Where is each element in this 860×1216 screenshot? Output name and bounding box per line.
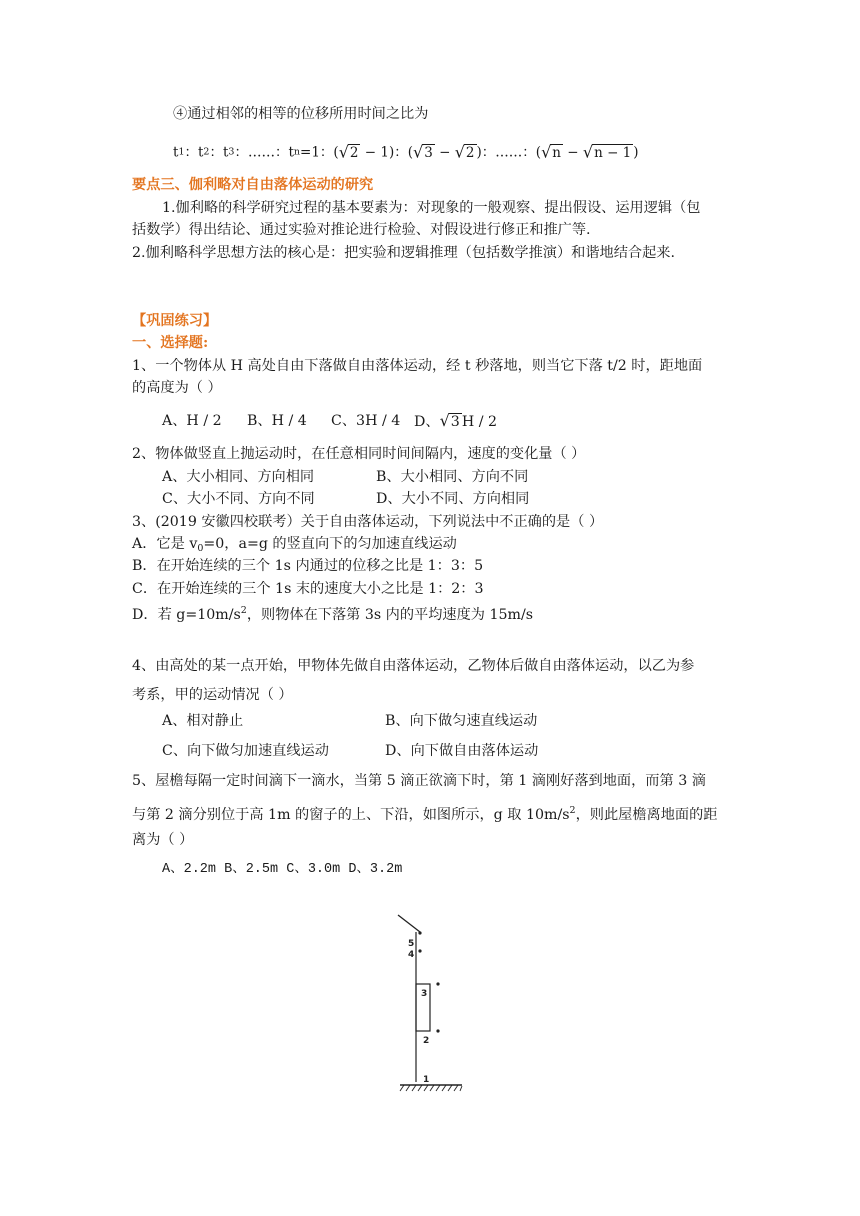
q5-stem-line1: 5、屋檐每隔一定时间滴下一滴水，当第 5 滴正欲滴下时，第 1 滴刚好落到地面，而第 3 滴 <box>132 773 706 789</box>
section3-p1-line1: 1.伽利略的科学研究过程的基本要素为：对现象的一般观察、提出假设、运用逻辑（包 <box>162 200 701 216</box>
formula-part: ) <box>633 144 639 161</box>
q1-stem-line2: 的高度为（ ） <box>132 380 222 396</box>
ground-hatch <box>400 1085 462 1091</box>
q1-option-a: A、H / 2 <box>162 413 222 429</box>
radicand: 3 <box>424 145 433 161</box>
practice-heading: 【巩固练习】 <box>132 313 218 329</box>
option-d-prefix: D．若 g=10m/s <box>132 607 241 623</box>
formula-subscript: n <box>293 146 301 158</box>
q3-stem: 3、(2019 安徽四校联考）关于自由落体运动，下列说法中不正确的是（ ） <box>132 514 604 530</box>
formula-part: − <box>562 144 583 161</box>
choice-questions-heading: 一、选择题: <box>132 335 209 351</box>
q4-stem-line1: 4、由高处的某一点开始，甲物体先做自由落体运动，乙物体后做自由落体运动，以乙为参 <box>132 658 695 674</box>
formula-part: )：( <box>388 144 414 161</box>
q1-stem-line1: 1、一个物体从 H 高处自由下落做自由落体运动，经 t 秒落地，则当它下落 t/2 时，距地面 <box>132 358 703 374</box>
sqrt-sign-icon: √ <box>439 411 450 430</box>
formula-part: ：t <box>209 144 229 161</box>
q1-option-d <box>414 411 497 432</box>
q4-option-a: A、相对静止 <box>162 713 244 729</box>
superscript: 2 <box>569 805 576 816</box>
section3-heading: 要点三、伽利略对自由落体运动的研究 <box>132 177 374 193</box>
drop-label-2: 2 <box>423 1036 430 1046</box>
radicand: 2 <box>349 145 359 161</box>
formula-subscript: 2 <box>203 146 210 158</box>
q2-stem: 2、物体做竖直上抛运动时，在任意相同时间间隔内，速度的变化量（ ） <box>132 446 586 462</box>
q3-option-d <box>132 601 533 625</box>
drop-dot <box>436 982 439 985</box>
q4-option-b: B、向下做匀速直线运动 <box>385 713 538 729</box>
option-a-prefix: A．它是 v <box>132 536 198 552</box>
radicand: 3 <box>450 414 460 430</box>
option-d-suffix: H / 2 <box>461 414 498 430</box>
drop-label-1: 1 <box>423 1075 430 1085</box>
sqrt-sign-icon: √ <box>338 142 349 162</box>
dripping-eaves-figure <box>396 910 466 1100</box>
formula-subscript: 1 <box>178 146 185 158</box>
drop-dot <box>418 949 421 952</box>
formula-part: t <box>173 144 179 161</box>
q4-option-d: D、向下做自由落体运动 <box>385 743 539 759</box>
section3-p1-line2: 括数学）得出结论、通过实验对推论进行检验、对假设进行修正和推广等. <box>132 222 591 238</box>
drop-label-3: 3 <box>421 989 428 999</box>
item4-text: ④通过相邻的相等的位移所用时间之比为 <box>173 106 429 122</box>
eaves-diagram <box>396 910 466 1096</box>
q4-option-c: C、向下做匀加速直线运动 <box>162 743 329 759</box>
superscript: 2 <box>240 605 247 616</box>
q5-stem-line2 <box>132 801 717 825</box>
option-d-suffix: ，则物体在下落第 3s 内的平均速度为 15m/s <box>246 607 534 623</box>
sqrt-sign-icon: √ <box>582 142 594 162</box>
drop-dot <box>418 931 421 934</box>
q1-option-c: C、3H / 4 <box>331 413 401 429</box>
q3-option-c: C．在开始连续的三个 1s 末的速度大小之比是 1：2：3 <box>132 581 484 597</box>
formula-part: − <box>434 144 455 161</box>
radicand: n <box>552 145 561 161</box>
formula-part: ：t <box>184 144 204 161</box>
q2-option-d: D、大小不同、方向相同 <box>376 491 530 507</box>
sqrt-sign-icon: √ <box>413 142 424 162</box>
q5-line2-suffix: ，则此屋檐离地面的距 <box>575 807 718 823</box>
drop-label-4: 4 <box>408 950 415 960</box>
radicand: 2 <box>465 145 475 161</box>
q5-line2-prefix: 与第 2 滴分别位于高 1m 的窗子的上、下沿，如图所示，g 取 10m/s <box>132 807 570 823</box>
q2-option-b: B、大小相同、方向不同 <box>376 469 529 485</box>
eave-line <box>398 915 420 932</box>
subscript: 0 <box>197 543 204 554</box>
formula-part: )：……：( <box>476 144 542 161</box>
drop-dot <box>436 1029 439 1032</box>
formula-part: =1：( <box>300 144 339 161</box>
q1-option-b: B、H / 4 <box>247 413 307 429</box>
option-d-prefix: D、 <box>414 414 440 430</box>
q2-option-a: A、大小相同、方向相同 <box>162 469 315 485</box>
formula-subscript: 3 <box>228 146 235 158</box>
option-a-suffix: =0，a=g 的竖直向下的匀加速直线运动 <box>203 536 457 552</box>
section3-p2: 2.伽利略科学思想方法的核心是：把实验和逻辑推理（包括数学推演）和谐地结合起来. <box>132 245 675 261</box>
sqrt-sign-icon: √ <box>541 142 552 162</box>
sqrt-sign-icon: √ <box>454 142 465 162</box>
q5-options: A、2.2m B、2.5m C、3.0m D、3.2m <box>162 862 403 877</box>
q3-option-b: B．在开始连续的三个 1s 内通过的位移之比是 1：3：5 <box>132 558 484 574</box>
formula-part: − 1 <box>360 144 389 161</box>
time-ratio-formula <box>173 141 639 164</box>
drop-label-5: 5 <box>408 939 415 949</box>
q4-stem-line2: 考系，甲的运动情况（ ） <box>132 687 293 703</box>
radicand: n − 1 <box>594 145 632 161</box>
q5-stem-line3: 离为（ ） <box>132 832 194 848</box>
formula-part: ：……：t <box>234 144 294 161</box>
q2-option-c: C、大小不同、方向不同 <box>162 491 315 507</box>
